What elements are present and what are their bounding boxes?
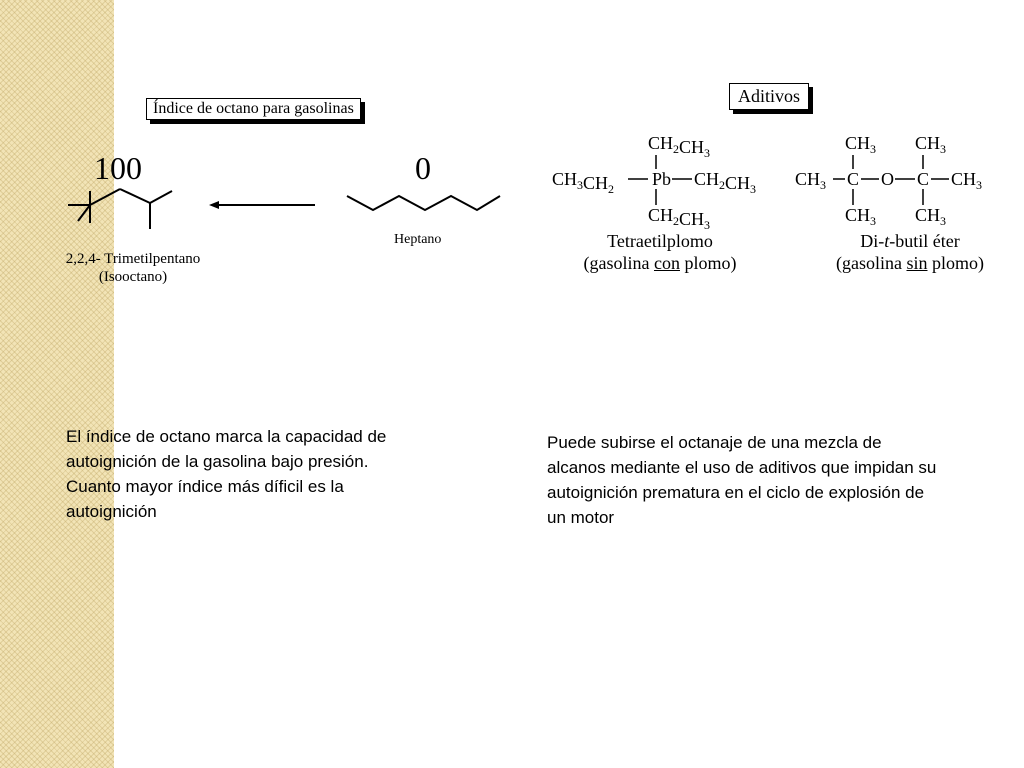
dtbe-name-pre: Di- [860,231,885,251]
dtbe-name-italic: t [884,231,890,251]
dtbe-name [810,230,1010,252]
isooctane-name-line2: (Isooctano) [98,269,168,285]
dtbe-note-pre: (gasolina [836,253,907,273]
heptane-chain [347,196,500,210]
left-arrow [205,198,317,212]
dtbe-name-post: -butil éter [889,231,960,251]
isooctane-name-line1: 2,2,4- Trimetilpentano [65,251,201,267]
dtbe-c-right: C [917,169,930,189]
tel-center-atom: Pb [652,169,672,189]
additives-explanation-text: Puede subirse el octanaje de una mezcla de alcanos mediante el uso de aditivos que impidan su autoignición prematura en el ciclo de explosión de un motor [547,433,937,527]
heptane-name: Heptano [394,232,442,247]
dtbe-bottom-left: $CH_3$ [845,205,877,228]
dtbe-chain-right: $CH_3$ [951,169,983,192]
octane-explanation-text: El índice de octano marca la capacidad de autoignición de la gasolina bajo presión. Cuanto mayor índice más díficil es la autoignición [66,427,387,521]
arrow-head [209,201,219,209]
additives-title: Aditivos [729,83,809,110]
dtbe-bottom-right: $CH_3$ [915,205,947,228]
di-tert-butyl-ether-caption [810,230,1010,274]
tetraethyllead-name: Tetraetilplomo [607,231,713,251]
isooctane-bond [90,189,120,205]
heptane-rating: 0 [415,150,431,186]
dtbe-note-post: plomo) [927,253,984,273]
dtbe-top-right: $CH_3$ [915,133,947,156]
decorative-sidebar-stripe [0,0,114,768]
heptane-structure [345,190,505,220]
tel-bottom-group: $CH_2CH_3$ [648,205,711,232]
isooctane-rating: 100 [94,150,142,186]
dtbe-oxygen: O [881,169,894,189]
tel-left-group: $CH_3CH_2$ [552,169,615,196]
isooctane-bond [78,205,90,221]
tetraethyllead-caption [560,230,760,274]
dtbe-note-emph: sin [906,253,928,273]
tetraethyllead-structure [548,125,778,230]
tel-note-emph: con [653,253,680,273]
isooctane-bond [150,191,172,203]
tel-note-post: plomo) [679,253,737,273]
tel-top-group: $CH_2CH_3$ [648,133,711,160]
tel-note-pre: (gasolina [583,253,654,273]
octane-index-title: Índice de octano para gasolinas [146,98,361,120]
tel-right-group: $CH_2CH_3$ [694,169,757,196]
isooctane-name [48,250,218,286]
isooctane-structure [60,185,190,245]
tetraethyllead-note [560,252,760,274]
dtbe-c-left: C [847,169,860,189]
dtbe-top-left: $CH_3$ [845,133,877,156]
di-tert-butyl-ether-structure [795,125,995,230]
isooctane-bond [120,189,150,203]
dtbe-note [810,252,1010,274]
dtbe-chain-left: $CH_3$ [795,169,827,192]
